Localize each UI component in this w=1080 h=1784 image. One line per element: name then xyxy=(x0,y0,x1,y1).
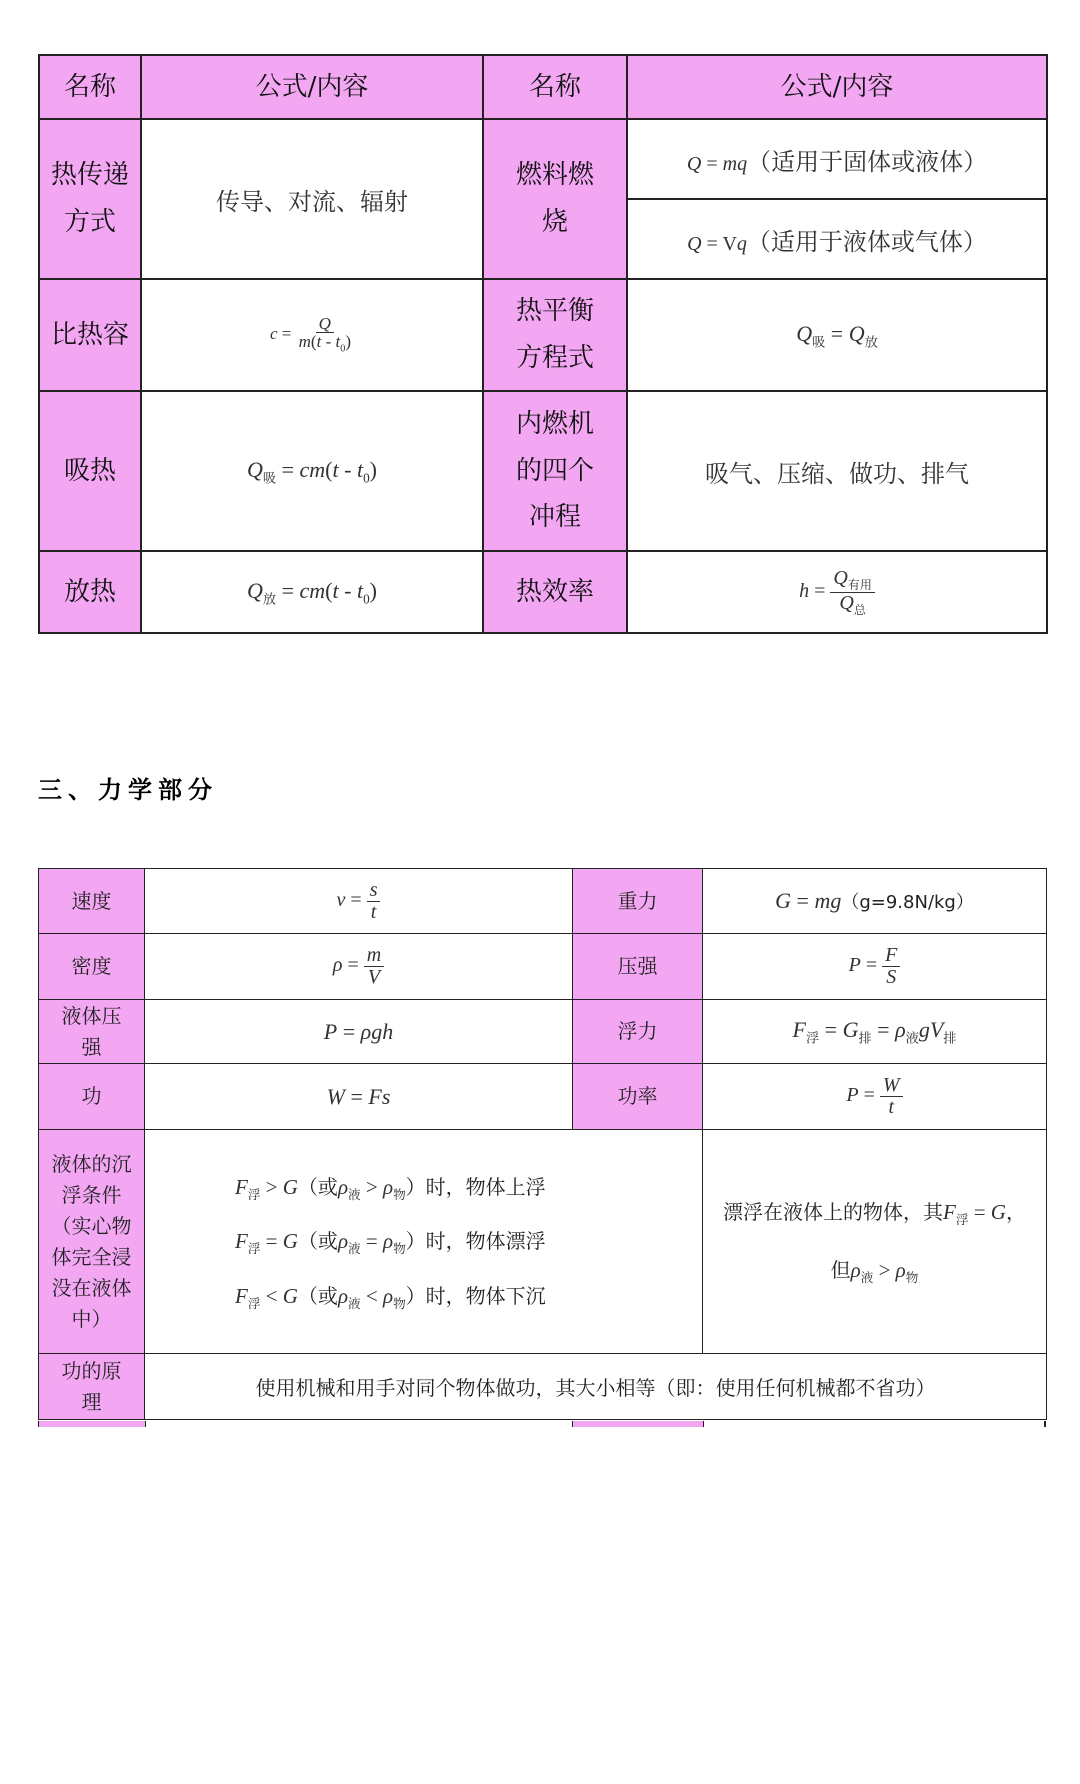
formula-p: P = $\frac{F}{S}$ xyxy=(849,954,901,976)
formula-q-mq: Q = mq xyxy=(686,152,748,175)
formula-g: G = mg xyxy=(775,888,842,913)
formula-q-balance: $Q_吸 = Q_放$ xyxy=(796,321,878,350)
work-name: 功 xyxy=(39,1064,145,1130)
release-name: 放热 xyxy=(39,551,141,633)
pressure-name: 压强 xyxy=(573,934,703,1000)
heat-transfer-name: 热传递方式 xyxy=(39,119,141,279)
gravity-formula xyxy=(703,869,1047,934)
header-name-2: 名称 xyxy=(483,55,627,119)
header-formula-1: 公式/内容 xyxy=(141,55,483,119)
formula-q-release: $Q_放 = cm(t - t_0)$ xyxy=(247,578,377,607)
buoyancy-formula xyxy=(703,1000,1047,1064)
density-formula xyxy=(145,934,573,1000)
formula-q-absorb: $Q_吸 = cm(t - t_0)$ xyxy=(247,457,377,486)
specific-heat-formula xyxy=(141,279,483,391)
power-name: 功率 xyxy=(573,1064,703,1130)
formula-power: P = $\frac{W}{t}$ xyxy=(846,1084,902,1106)
release-formula xyxy=(141,551,483,633)
table-cutoff-stub xyxy=(38,1421,146,1427)
gravity-name: 重力 xyxy=(573,869,703,934)
efficiency-formula xyxy=(627,551,1047,633)
engine-content: 吸气、压缩、做功、排气 xyxy=(627,391,1047,551)
efficiency-name: 热效率 xyxy=(483,551,627,633)
header-name-1: 名称 xyxy=(39,55,141,119)
header-formula-2: 公式/内容 xyxy=(627,55,1047,119)
fuel-formula-solid xyxy=(627,119,1047,199)
work-principle-text: 使用机械和用手对同个物体做功，其大小相等（即：使用任何机械都不省功） xyxy=(145,1354,1047,1420)
fuel-name: 燃料燃烧 xyxy=(483,119,627,279)
speed-name: 速度 xyxy=(39,869,145,934)
formula-rho: ρ = $\frac{m}{V}$ xyxy=(333,954,384,976)
work-formula xyxy=(145,1064,573,1130)
heat-transfer-content: 传导、对流、辐射 xyxy=(141,119,483,279)
formula-v: v = $\frac{s}{t}$ xyxy=(337,889,381,911)
work-principle-name: 功的原理 xyxy=(39,1354,145,1420)
section-heading: 三、力学部分 xyxy=(38,776,218,804)
formula-f-buoy: $F_浮 = G_排 = \rho_液gV_排$ xyxy=(792,1016,957,1046)
fuel-formula-liquid xyxy=(627,199,1047,279)
speed-formula xyxy=(145,869,573,934)
specific-heat-name: 比热容 xyxy=(39,279,141,391)
liquid-pressure-formula xyxy=(145,1000,573,1064)
float-note: 漂浮在液体上的物体，其$F_浮 = G$， 但$\rho_液 > \rho_物$ xyxy=(703,1130,1047,1354)
formula-w: W = Fs xyxy=(326,1083,391,1109)
condition-sink: $F_浮 < G$（或$\rho_液 < \rho_物$）时，物体下沉 xyxy=(235,1283,546,1311)
power-formula xyxy=(703,1064,1047,1130)
density-name: 密度 xyxy=(39,934,145,1000)
heat-balance-formula xyxy=(627,279,1047,391)
heat-balance-name: 热平衡方程式 xyxy=(483,279,627,391)
formula-c: c = $\frac{Q}{m(t - t_0)}$ xyxy=(270,313,351,355)
pressure-formula xyxy=(703,934,1047,1000)
buoyancy-name: 浮力 xyxy=(573,1000,703,1064)
table-cutoff-stub-2 xyxy=(572,1421,704,1427)
float-note-b: 但 xyxy=(830,1257,851,1282)
engine-name: 内燃机的四个冲程 xyxy=(483,391,627,551)
absorb-name: 吸热 xyxy=(39,391,141,551)
formula-p-rhogh: P = ρgh xyxy=(323,1018,394,1044)
formula-q-vq: Q = Vq xyxy=(687,232,747,255)
fuel-note-solid: （适用于固体或液体） xyxy=(747,147,988,176)
formula-eta: h = $\frac{Q_{有用}}{Q_总}$ xyxy=(799,580,875,602)
condition-float: $F_浮 = G$（或$\rho_液 = \rho_物$）时，物体漂浮 xyxy=(235,1229,546,1257)
liquid-pressure-name: 液体压强 xyxy=(39,1000,145,1064)
gravity-note: （g=9.8N/kg） xyxy=(841,892,974,913)
float-conditions xyxy=(145,1130,703,1354)
table-cutoff-stub-3 xyxy=(1044,1421,1046,1427)
condition-rise: $F_浮 > G$（或$\rho_液 > \rho_物$）时，物体上浮 xyxy=(235,1175,546,1203)
fuel-note-liquid: （适用于液体或气体） xyxy=(746,227,987,256)
float-condition-name: 液体的沉浮条件（实心物体完全浸没在液体中） xyxy=(39,1130,145,1354)
mechanics-formula-table xyxy=(38,868,1047,1420)
float-note-a: 漂浮在液体上的物体，其 xyxy=(723,1200,944,1225)
heat-formula-table xyxy=(38,54,1048,634)
absorb-formula xyxy=(141,391,483,551)
